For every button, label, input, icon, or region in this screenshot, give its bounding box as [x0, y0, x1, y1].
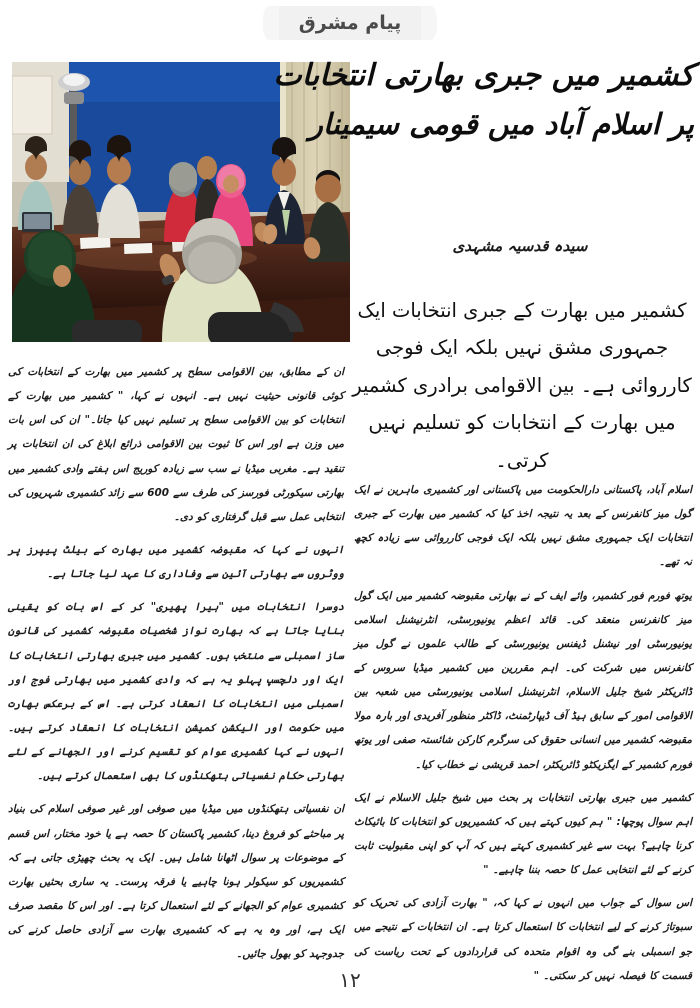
paragraph: یوتھ فورم فور کشمیر، وائے ایف کے نے بھارتی مقبوضہ کشمیر میں ایک گول میز کانفرنس منعقد کی۔ قائد اعظم یونیورسٹی، انٹرنیشنل اسلامی یونیورسٹی اور نیشنل ڈیفنس یونیورسٹی کے طالب علموں نے گول میز کانفرنس میں شرکت کی۔ اہم مقررین میں کشمیر میڈیا سروس کے ڈائریکٹر شیخ جلیل الاسلام، انٹرنیشنل اسلامی یونیورسٹی میں شعبہ بین الاقوامی امور کے سابق ہیڈ آف ڈیپارٹمنٹ، ڈاکٹر منظور آفریدی اور بارہ مولا مقبوضہ کشمیر میں انسانی حقوق کی سرگرم کارکن شائستہ صفی اور یوتھ فورم کشمیر کے ایگزیکٹو ڈائریکٹر، احمد قریشی نے خطاب کیا۔	[354, 589, 692, 771]
body-column-right	[354, 478, 692, 982]
paragraph: اسلام آباد، پاکستانی دارالحکومت میں پاکستانی اور کشمیری ماہرین نے ایک گول میز کانفرنس کے بعد یہ نتیجہ اخذ کیا کہ کشمیر میں بھارت کے جبری انتخابات ایک جمہوری مشق نہیں بلکہ ایک فوجی کارروائی سے زیادہ کچھ نہ تھے۔	[354, 484, 692, 569]
intro-paragraph: کشمیر میں بھارت کے جبری انتخابات ایک جمہوری مشق نہیں بلکہ ایک فوجی کارروائی ہے۔ بین الاقوامی برادری کشمیر میں بھارت کے انتخابات کو تسلیم نہیں کرتی۔	[352, 299, 692, 472]
page-number: ۱۲	[339, 968, 361, 992]
seminar-photo	[12, 62, 350, 342]
headline	[273, 52, 694, 148]
masthead-ribbon	[275, 6, 425, 40]
paragraph: ان کے مطابق، بین الاقوامی سطح پر کشمیر میں بھارت کے انتخابات کی کوئی قانونی حیثیت نہیں ہے۔ انہوں نے کہا، " کشمیر میں بھارت کے انتخابات کو بین الاقوامی سطح پر تسلیم نہیں کیا جاتا۔" ان کی اس بات میں وزن ہے اور اس کا ثبوت بین الاقوامی ذرائع ابلاغ کی ان انتخابات پر تنقید ہے۔ مغربی میڈیا نے سب سے زیادہ کوریج اس ہفتے وادی کشمیر میں بھارتی سیکورٹی فورسز کی طرف سے 600 سے زائد کشمیری شہریوں کی انتخابی عمل سے قبل گرفتاری کو دی۔	[8, 366, 344, 523]
paragraph: اس سوال کے جواب میں انہوں نے کہا کہ، " بھارت آزادی کی تحریک کو سبوتاژ کرنے کے لیے انتخابات کا استعمال کرتا ہے۔ ان انتخابات کے نتیجے میں جو اسمبلی بنے گی وہ اقوام متحدہ کی قراردادوں کے تحت ریاست کی قسمت کا فیصلہ نہیں کر سکتی۔ "	[354, 897, 692, 982]
seminar-photo-image	[12, 62, 350, 342]
paragraph: کشمیر میں جبری بھارتی انتخابات پر بحث میں شیخ جلیل الاسلام نے ایک اہم سوال پوچھا: " ہم کیوں کہتے ہیں کہ کشمیریوں کو انتخابات کا بائیکاٹ کرنا چاہیے؟ بہت سے غیر کشمیری کہتے ہیں کہ آپ کو اپنی مقبولیت ثابت کرنے کے لئے انتخابی عمل کا حصہ بننا چاہیے۔ "	[354, 791, 692, 877]
paragraph: انہوں نے کہا کہ مقبوضہ کشمیر میں بھارت کے بیلٹ پیپرز پر ووٹروں سے بھارتی آئین سے وفاداری کا عہد لیا جاتا ہے۔	[8, 543, 344, 581]
headline-line-2: پر اسلام آباد میں قومی سیمینار	[308, 106, 694, 141]
byline: سیدہ قدسیہ مشہدی	[452, 237, 588, 255]
paragraph: دوسرا انتخابات میں "ہیرا پھیری" کر کے اس بات کو یقینی بنایا جاتا ہے کہ بھارت نواز شخصیات مقبوضہ کشمیر کی قانون ساز اسمبلی سے منتخب ہوں۔ کشمیر میں جبری بھارتی انتخابات کا ایک اور دلچسپ پہلو یہ ہے کہ وادی کشمیر میں بھارتی فوج اور اسمبلی میں انتخابات کا انعقاد کرتی ہے۔ اس کے برعکس بھارت میں حکومت اور الیکشن کمیشن انتخابات کا انعقاد کرتے ہیں۔ انہوں نے کہا کشمیری عوام کو تقسیم کرنے اور الجھانے کے لئے بھارتی حکام نفسیاتی ہتھکنڈوں کا بھی استعمال کرتے ہیں۔	[8, 601, 344, 783]
paragraph: ان نفسیاتی ہتھکنڈوں میں میڈیا میں صوفی اور غیر صوفی اسلام کی بنیاد پر مباحثے کو فروغ دینا، کشمیر پاکستان کا حصہ ہے یا خود مختار، اس قسم کے موضوعات پر سوال اٹھانا شامل ہیں۔ ایک یہ بحث چھیڑی جاتی ہے کہ کشمیریوں کو سیکولر ہونا چاہیے یا فرقہ پرست۔ یہ ساری بحثیں بھارت کشمیری عوام کو الجھانے کے لئے استعمال کرتا ہے۔ اور اس کا مقصد صرف ایک ہے، اور وہ یہ ہے کہ کشمیری بھارت سے آزادی حاصل کرنے کی جدوجہد کو بھول جائیں۔	[8, 803, 344, 961]
headline-line-1: کشمیر میں جبری بھارتی انتخابات	[273, 58, 694, 93]
body-column-left	[8, 360, 344, 961]
masthead	[0, 4, 700, 42]
masthead-title: پیام مشرق	[298, 12, 402, 34]
